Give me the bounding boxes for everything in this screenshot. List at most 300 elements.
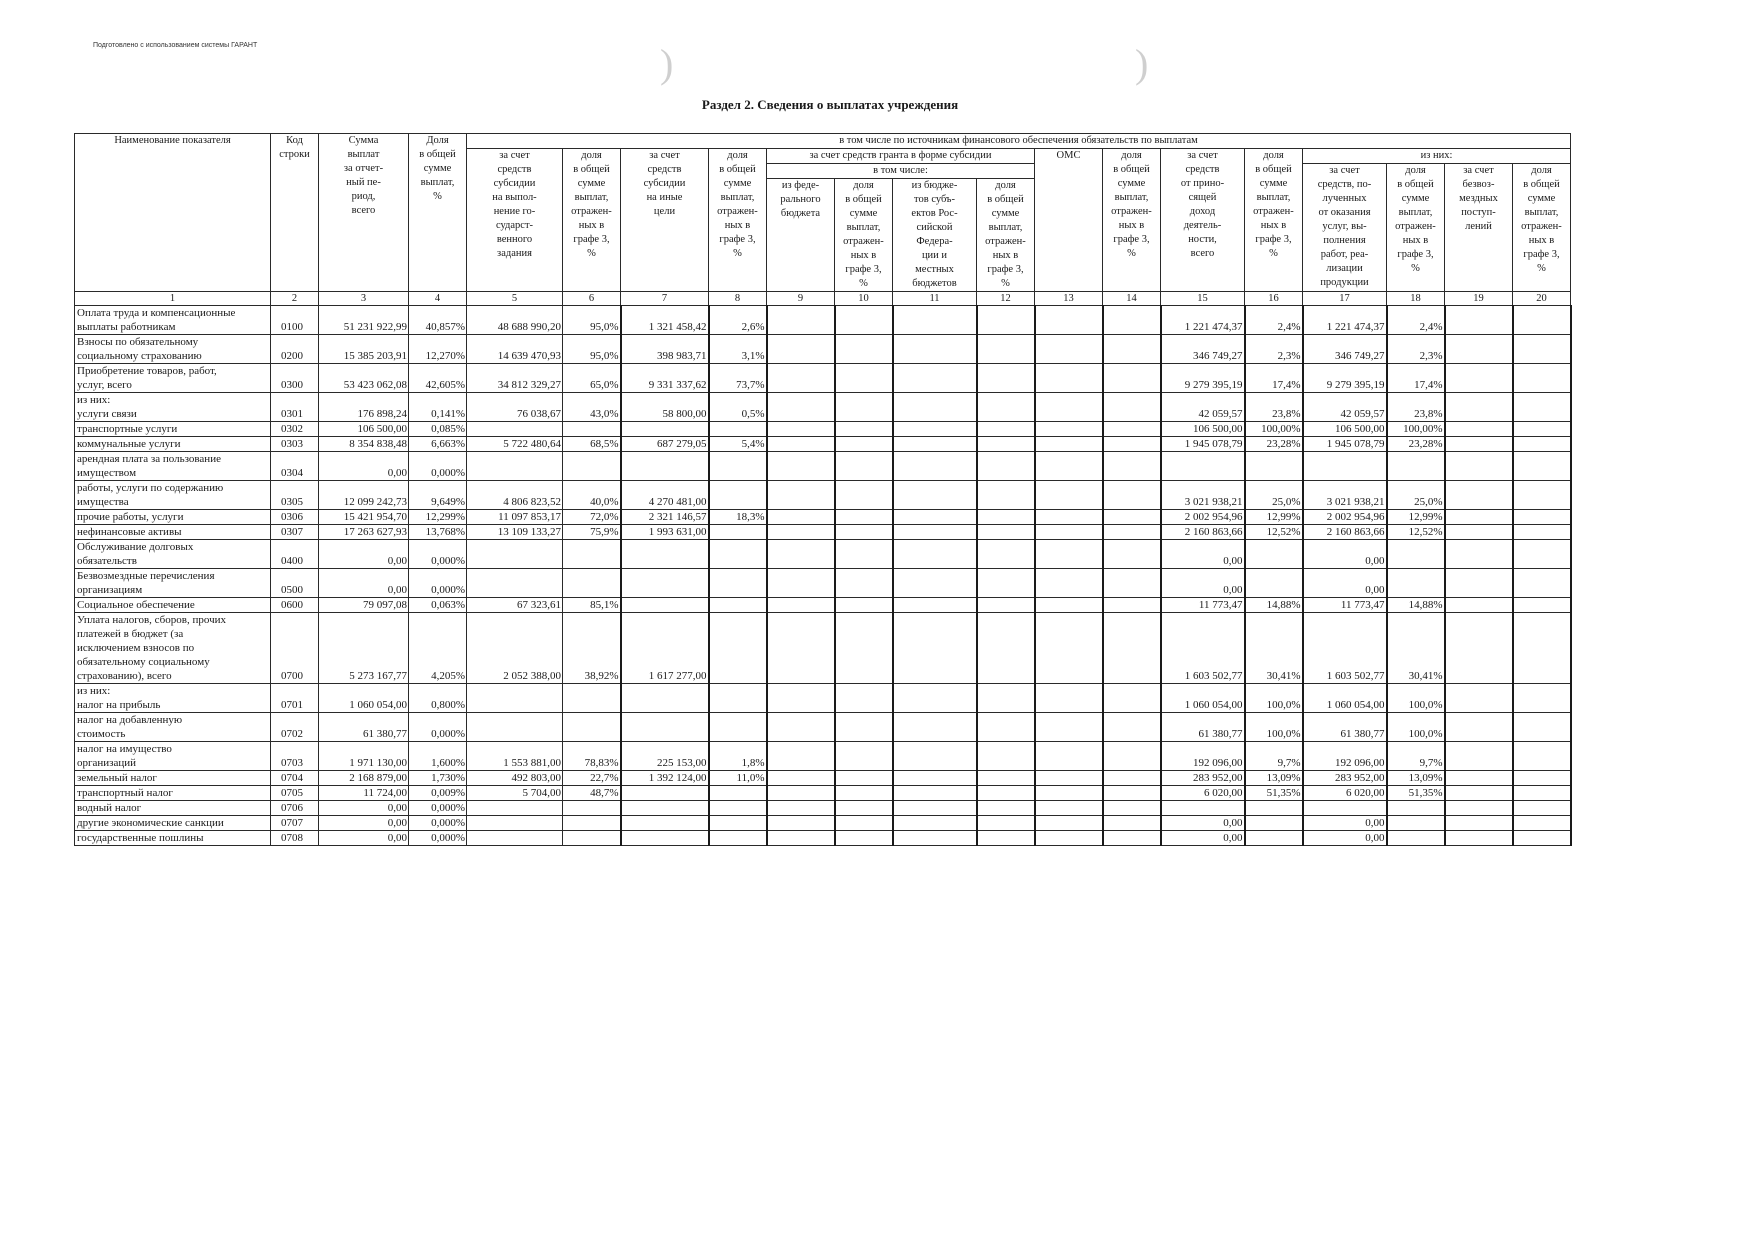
column-number: 13: [1035, 292, 1103, 306]
row-name: работы, услуги по содержанию имущества: [75, 481, 271, 510]
cell-col-18: 14,88%: [1387, 598, 1445, 613]
cell-col-20: [1513, 481, 1571, 510]
cell-col-20: [1513, 816, 1571, 831]
cell-col-4: 0,141%: [409, 393, 467, 422]
cell-col-13: [1035, 510, 1103, 525]
cell-col-19: [1445, 742, 1513, 771]
cell-col-4: 6,663%: [409, 437, 467, 452]
cell-col-15: 0,00: [1161, 540, 1245, 569]
cell-col-17: 346 749,27: [1303, 335, 1387, 364]
col-header-16: доля в общей сумме выплат, отражен- ных в графе 3, %: [1245, 149, 1303, 292]
cell-col-19: [1445, 481, 1513, 510]
cell-col-19: [1445, 525, 1513, 540]
cell-col-14: [1103, 816, 1161, 831]
cell-col-3: 0,00: [319, 816, 409, 831]
cell-col-6: 68,5%: [563, 437, 621, 452]
cell-col-8: 11,0%: [709, 771, 767, 786]
cell-col-11: [893, 831, 977, 846]
cell-col-8: [709, 684, 767, 713]
cell-col-16: 14,88%: [1245, 598, 1303, 613]
cell-col-16: [1245, 816, 1303, 831]
cell-col-7: [621, 569, 709, 598]
cell-col-7: [621, 816, 709, 831]
cell-col-16: 25,0%: [1245, 481, 1303, 510]
row-name: налог на имущество организаций: [75, 742, 271, 771]
cell-col-5: 4 806 823,52: [467, 481, 563, 510]
cell-col-15: 9 279 395,19: [1161, 364, 1245, 393]
column-number: 10: [835, 292, 893, 306]
cell-col-8: 73,7%: [709, 364, 767, 393]
cell-col-5: 76 038,67: [467, 393, 563, 422]
cell-col-6: 95,0%: [563, 335, 621, 364]
payments-table-body: [75, 306, 1571, 846]
col-header-grant-group: за счет средств гранта в форме субсидии: [767, 149, 1035, 164]
cell-col-12: [977, 771, 1035, 786]
cell-col-6: [563, 452, 621, 481]
cell-col-20: [1513, 452, 1571, 481]
cell-col-6: 48,7%: [563, 786, 621, 801]
cell-col-7: [621, 422, 709, 437]
cell-col-5: [467, 684, 563, 713]
cell-col-17: 0,00: [1303, 569, 1387, 598]
cell-col-15: [1161, 801, 1245, 816]
cell-col-8: 0,5%: [709, 393, 767, 422]
cell-col-12: [977, 831, 1035, 846]
cell-col-6: 40,0%: [563, 481, 621, 510]
cell-col-11: [893, 422, 977, 437]
col-header-name: Наименование показателя: [75, 134, 271, 292]
cell-col-11: [893, 540, 977, 569]
table-row: [75, 481, 1571, 510]
cell-col-17: 283 952,00: [1303, 771, 1387, 786]
cell-col-12: [977, 510, 1035, 525]
row-name: Оплата труда и компенсационные выплаты работникам: [75, 306, 271, 335]
row-name: государственные пошлины: [75, 831, 271, 846]
cell-col-7: 1 321 458,42: [621, 306, 709, 335]
cell-col-20: [1513, 540, 1571, 569]
cell-col-14: [1103, 481, 1161, 510]
cell-col-8: [709, 831, 767, 846]
cell-col-7: [621, 598, 709, 613]
cell-col-18: [1387, 452, 1445, 481]
cell-col-17: 0,00: [1303, 816, 1387, 831]
cell-col-4: 0,063%: [409, 598, 467, 613]
cell-col-18: [1387, 540, 1445, 569]
cell-col-15: 42 059,57: [1161, 393, 1245, 422]
cell-col-18: [1387, 801, 1445, 816]
row-name: прочие работы, услуги: [75, 510, 271, 525]
cell-col-3: 61 380,77: [319, 713, 409, 742]
col-header-14: доля в общей сумме выплат, отражен- ных в графе 3, %: [1103, 149, 1161, 292]
cell-col-13: [1035, 831, 1103, 846]
cell-col-5: 13 109 133,27: [467, 525, 563, 540]
col-header-10: доля в общей сумме выплат, отражен- ных в графе 3, %: [835, 179, 893, 292]
cell-col-17: 2 002 954,96: [1303, 510, 1387, 525]
cell-col-9: [767, 816, 835, 831]
cell-col-4: 0,000%: [409, 801, 467, 816]
cell-col-15: 6 020,00: [1161, 786, 1245, 801]
row-code: 0706: [271, 801, 319, 816]
cell-col-13: [1035, 613, 1103, 684]
row-code: 0303: [271, 437, 319, 452]
cell-col-10: [835, 569, 893, 598]
column-number: 8: [709, 292, 767, 306]
scan-bracket-mark: ): [1135, 41, 1149, 86]
row-name: транспортные услуги: [75, 422, 271, 437]
cell-col-13: [1035, 540, 1103, 569]
cell-col-16: 51,35%: [1245, 786, 1303, 801]
cell-col-5: 492 803,00: [467, 771, 563, 786]
table-row: [75, 816, 1571, 831]
cell-col-6: 38,92%: [563, 613, 621, 684]
row-name: водный налог: [75, 801, 271, 816]
cell-col-9: [767, 569, 835, 598]
cell-col-19: [1445, 510, 1513, 525]
cell-col-18: [1387, 816, 1445, 831]
cell-col-4: 0,800%: [409, 684, 467, 713]
cell-col-18: 23,8%: [1387, 393, 1445, 422]
cell-col-18: 100,0%: [1387, 713, 1445, 742]
cell-col-11: [893, 335, 977, 364]
cell-col-19: [1445, 684, 1513, 713]
cell-col-3: 1 060 054,00: [319, 684, 409, 713]
cell-col-18: 25,0%: [1387, 481, 1445, 510]
cell-col-14: [1103, 801, 1161, 816]
cell-col-20: [1513, 713, 1571, 742]
cell-col-7: 2 321 146,57: [621, 510, 709, 525]
cell-col-11: [893, 364, 977, 393]
cell-col-15: 106 500,00: [1161, 422, 1245, 437]
cell-col-5: [467, 713, 563, 742]
row-code: 0702: [271, 713, 319, 742]
row-code: 0701: [271, 684, 319, 713]
cell-col-13: [1035, 801, 1103, 816]
column-number: 12: [977, 292, 1035, 306]
cell-col-18: 17,4%: [1387, 364, 1445, 393]
cell-col-8: [709, 598, 767, 613]
cell-col-8: [709, 801, 767, 816]
scan-bracket-mark: ): [660, 41, 674, 86]
cell-col-11: [893, 525, 977, 540]
cell-col-15: 1 945 078,79: [1161, 437, 1245, 452]
cell-col-6: 72,0%: [563, 510, 621, 525]
cell-col-15: 61 380,77: [1161, 713, 1245, 742]
cell-col-20: [1513, 422, 1571, 437]
cell-col-7: 687 279,05: [621, 437, 709, 452]
cell-col-10: [835, 393, 893, 422]
table-row: [75, 713, 1571, 742]
cell-col-17: 1 603 502,77: [1303, 613, 1387, 684]
column-number: 19: [1445, 292, 1513, 306]
col-header-9: из феде- рального бюджета: [767, 179, 835, 292]
cell-col-16: [1245, 569, 1303, 598]
cell-col-12: [977, 525, 1035, 540]
col-header-6: доля в общей сумме выплат, отражен- ных в графе 3, %: [563, 149, 621, 292]
cell-col-7: 58 800,00: [621, 393, 709, 422]
cell-col-10: [835, 540, 893, 569]
row-code: 0305: [271, 481, 319, 510]
cell-col-15: 0,00: [1161, 831, 1245, 846]
cell-col-13: [1035, 742, 1103, 771]
cell-col-4: 9,649%: [409, 481, 467, 510]
table-row: [75, 510, 1571, 525]
cell-col-11: [893, 481, 977, 510]
cell-col-16: 100,00%: [1245, 422, 1303, 437]
cell-col-5: 14 639 470,93: [467, 335, 563, 364]
cell-col-9: [767, 481, 835, 510]
row-code: 0700: [271, 613, 319, 684]
cell-col-3: 1 971 130,00: [319, 742, 409, 771]
cell-col-14: [1103, 525, 1161, 540]
column-number: 18: [1387, 292, 1445, 306]
cell-col-9: [767, 422, 835, 437]
table-row: [75, 393, 1571, 422]
row-name: арендная плата за пользование имуществом: [75, 452, 271, 481]
cell-col-17: 11 773,47: [1303, 598, 1387, 613]
cell-col-13: [1035, 364, 1103, 393]
cell-col-3: 106 500,00: [319, 422, 409, 437]
table-row: [75, 786, 1571, 801]
cell-col-5: 2 052 388,00: [467, 613, 563, 684]
cell-col-17: 1 221 474,37: [1303, 306, 1387, 335]
row-code: 0306: [271, 510, 319, 525]
cell-col-13: [1035, 335, 1103, 364]
cell-col-3: 12 099 242,73: [319, 481, 409, 510]
cell-col-11: [893, 786, 977, 801]
column-number: 15: [1161, 292, 1245, 306]
cell-col-11: [893, 306, 977, 335]
cell-col-9: [767, 393, 835, 422]
row-name: из них: услуги связи: [75, 393, 271, 422]
row-code: 0707: [271, 816, 319, 831]
row-code: 0600: [271, 598, 319, 613]
column-number: 20: [1513, 292, 1571, 306]
col-header-11: из бюдже- тов субъ- ектов Рос- сийской Федера- ции и местных бюджетов: [893, 179, 977, 292]
cell-col-18: 9,7%: [1387, 742, 1445, 771]
cell-col-8: [709, 613, 767, 684]
cell-col-8: [709, 713, 767, 742]
cell-col-13: [1035, 569, 1103, 598]
cell-col-5: [467, 569, 563, 598]
cell-col-17: 42 059,57: [1303, 393, 1387, 422]
row-name: коммунальные услуги: [75, 437, 271, 452]
cell-col-8: [709, 569, 767, 598]
cell-col-19: [1445, 831, 1513, 846]
cell-col-3: 0,00: [319, 831, 409, 846]
table-row: [75, 613, 1571, 684]
cell-col-13: [1035, 422, 1103, 437]
cell-col-5: [467, 801, 563, 816]
cell-col-9: [767, 335, 835, 364]
row-name: транспортный налог: [75, 786, 271, 801]
cell-col-7: 1 392 124,00: [621, 771, 709, 786]
cell-col-15: 1 603 502,77: [1161, 613, 1245, 684]
cell-col-10: [835, 831, 893, 846]
cell-col-6: 43,0%: [563, 393, 621, 422]
cell-col-11: [893, 771, 977, 786]
cell-col-5: 67 323,61: [467, 598, 563, 613]
cell-col-4: 0,000%: [409, 831, 467, 846]
cell-col-17: 1 060 054,00: [1303, 684, 1387, 713]
section-title: Раздел 2. Сведения о выплатах учреждения: [701, 97, 959, 112]
cell-col-4: 0,000%: [409, 452, 467, 481]
cell-col-8: [709, 540, 767, 569]
cell-col-11: [893, 598, 977, 613]
cell-col-14: [1103, 422, 1161, 437]
cell-col-13: [1035, 393, 1103, 422]
cell-col-11: [893, 801, 977, 816]
cell-col-17: 0,00: [1303, 831, 1387, 846]
table-row: [75, 422, 1571, 437]
row-code: 0300: [271, 364, 319, 393]
cell-col-3: 51 231 922,99: [319, 306, 409, 335]
row-name: налог на добавленную стоимость: [75, 713, 271, 742]
cell-col-9: [767, 452, 835, 481]
cell-col-4: 0,000%: [409, 540, 467, 569]
cell-col-4: 0,000%: [409, 816, 467, 831]
cell-col-19: [1445, 364, 1513, 393]
col-header-7: за счет средств субсидии на иные цели: [621, 149, 709, 292]
cell-col-17: [1303, 801, 1387, 816]
cell-col-14: [1103, 306, 1161, 335]
cell-col-17: 0,00: [1303, 540, 1387, 569]
cell-col-12: [977, 306, 1035, 335]
cell-col-3: 0,00: [319, 569, 409, 598]
col-header-grant-sub: в том числе:: [767, 164, 1035, 179]
column-number: 14: [1103, 292, 1161, 306]
cell-col-9: [767, 831, 835, 846]
cell-col-6: [563, 816, 621, 831]
row-name: Обслуживание долговых обязательств: [75, 540, 271, 569]
cell-col-3: 5 273 167,77: [319, 613, 409, 684]
cell-col-20: [1513, 786, 1571, 801]
cell-col-17: 192 096,00: [1303, 742, 1387, 771]
cell-col-4: 0,085%: [409, 422, 467, 437]
cell-col-8: 2,6%: [709, 306, 767, 335]
row-code: 0307: [271, 525, 319, 540]
cell-col-13: [1035, 816, 1103, 831]
cell-col-16: 100,0%: [1245, 684, 1303, 713]
cell-col-20: [1513, 831, 1571, 846]
cell-col-8: [709, 786, 767, 801]
cell-col-5: 5 722 480,64: [467, 437, 563, 452]
cell-col-14: [1103, 364, 1161, 393]
column-number: 3: [319, 292, 409, 306]
cell-col-8: [709, 525, 767, 540]
cell-col-18: 100,00%: [1387, 422, 1445, 437]
cell-col-9: [767, 540, 835, 569]
cell-col-7: 1 617 277,00: [621, 613, 709, 684]
cell-col-10: [835, 786, 893, 801]
cell-col-11: [893, 816, 977, 831]
cell-col-3: 17 263 627,93: [319, 525, 409, 540]
cell-col-13: [1035, 598, 1103, 613]
cell-col-8: 18,3%: [709, 510, 767, 525]
cell-col-13: [1035, 306, 1103, 335]
cell-col-14: [1103, 335, 1161, 364]
cell-col-6: [563, 569, 621, 598]
cell-col-4: 1,730%: [409, 771, 467, 786]
cell-col-19: [1445, 422, 1513, 437]
cell-col-13: [1035, 684, 1103, 713]
cell-col-14: [1103, 831, 1161, 846]
cell-col-19: [1445, 569, 1513, 598]
cell-col-8: [709, 481, 767, 510]
cell-col-6: [563, 684, 621, 713]
cell-col-17: 2 160 863,66: [1303, 525, 1387, 540]
row-code: 0301: [271, 393, 319, 422]
row-code: 0100: [271, 306, 319, 335]
cell-col-3: 176 898,24: [319, 393, 409, 422]
cell-col-3: 8 354 838,48: [319, 437, 409, 452]
cell-col-18: 51,35%: [1387, 786, 1445, 801]
cell-col-18: 13,09%: [1387, 771, 1445, 786]
cell-col-12: [977, 437, 1035, 452]
cell-col-12: [977, 364, 1035, 393]
cell-col-6: [563, 713, 621, 742]
column-number: 17: [1303, 292, 1387, 306]
cell-col-13: [1035, 786, 1103, 801]
cell-col-9: [767, 306, 835, 335]
cell-col-16: 23,8%: [1245, 393, 1303, 422]
cell-col-7: [621, 831, 709, 846]
cell-col-17: 3 021 938,21: [1303, 481, 1387, 510]
row-name: земельный налог: [75, 771, 271, 786]
row-code: 0400: [271, 540, 319, 569]
cell-col-18: 23,28%: [1387, 437, 1445, 452]
cell-col-4: 1,600%: [409, 742, 467, 771]
cell-col-19: [1445, 452, 1513, 481]
cell-col-10: [835, 801, 893, 816]
cell-col-15: 192 096,00: [1161, 742, 1245, 771]
row-code: 0500: [271, 569, 319, 598]
cell-col-20: [1513, 525, 1571, 540]
cell-col-7: 1 993 631,00: [621, 525, 709, 540]
cell-col-15: 2 160 863,66: [1161, 525, 1245, 540]
cell-col-14: [1103, 786, 1161, 801]
cell-col-11: [893, 613, 977, 684]
cell-col-11: [893, 569, 977, 598]
row-code: 0705: [271, 786, 319, 801]
column-number: 1: [75, 292, 271, 306]
cell-col-3: 79 097,08: [319, 598, 409, 613]
cell-col-11: [893, 393, 977, 422]
col-header-sum: Сумма выплат за отчет- ный пе- риод, всего: [319, 134, 409, 292]
cell-col-16: 23,28%: [1245, 437, 1303, 452]
cell-col-3: 2 168 879,00: [319, 771, 409, 786]
cell-col-14: [1103, 684, 1161, 713]
cell-col-16: 12,52%: [1245, 525, 1303, 540]
cell-col-11: [893, 713, 977, 742]
cell-col-17: 106 500,00: [1303, 422, 1387, 437]
cell-col-14: [1103, 452, 1161, 481]
cell-col-15: 1 221 474,37: [1161, 306, 1245, 335]
cell-col-6: 95,0%: [563, 306, 621, 335]
table-row: [75, 452, 1571, 481]
table-row: [75, 525, 1571, 540]
cell-col-10: [835, 452, 893, 481]
cell-col-10: [835, 525, 893, 540]
table-row: [75, 437, 1571, 452]
cell-col-6: 22,7%: [563, 771, 621, 786]
cell-col-8: [709, 816, 767, 831]
cell-col-10: [835, 742, 893, 771]
cell-col-15: 11 773,47: [1161, 598, 1245, 613]
cell-col-11: [893, 452, 977, 481]
cell-col-15: [1161, 452, 1245, 481]
cell-col-3: 53 423 062,08: [319, 364, 409, 393]
cell-col-20: [1513, 364, 1571, 393]
